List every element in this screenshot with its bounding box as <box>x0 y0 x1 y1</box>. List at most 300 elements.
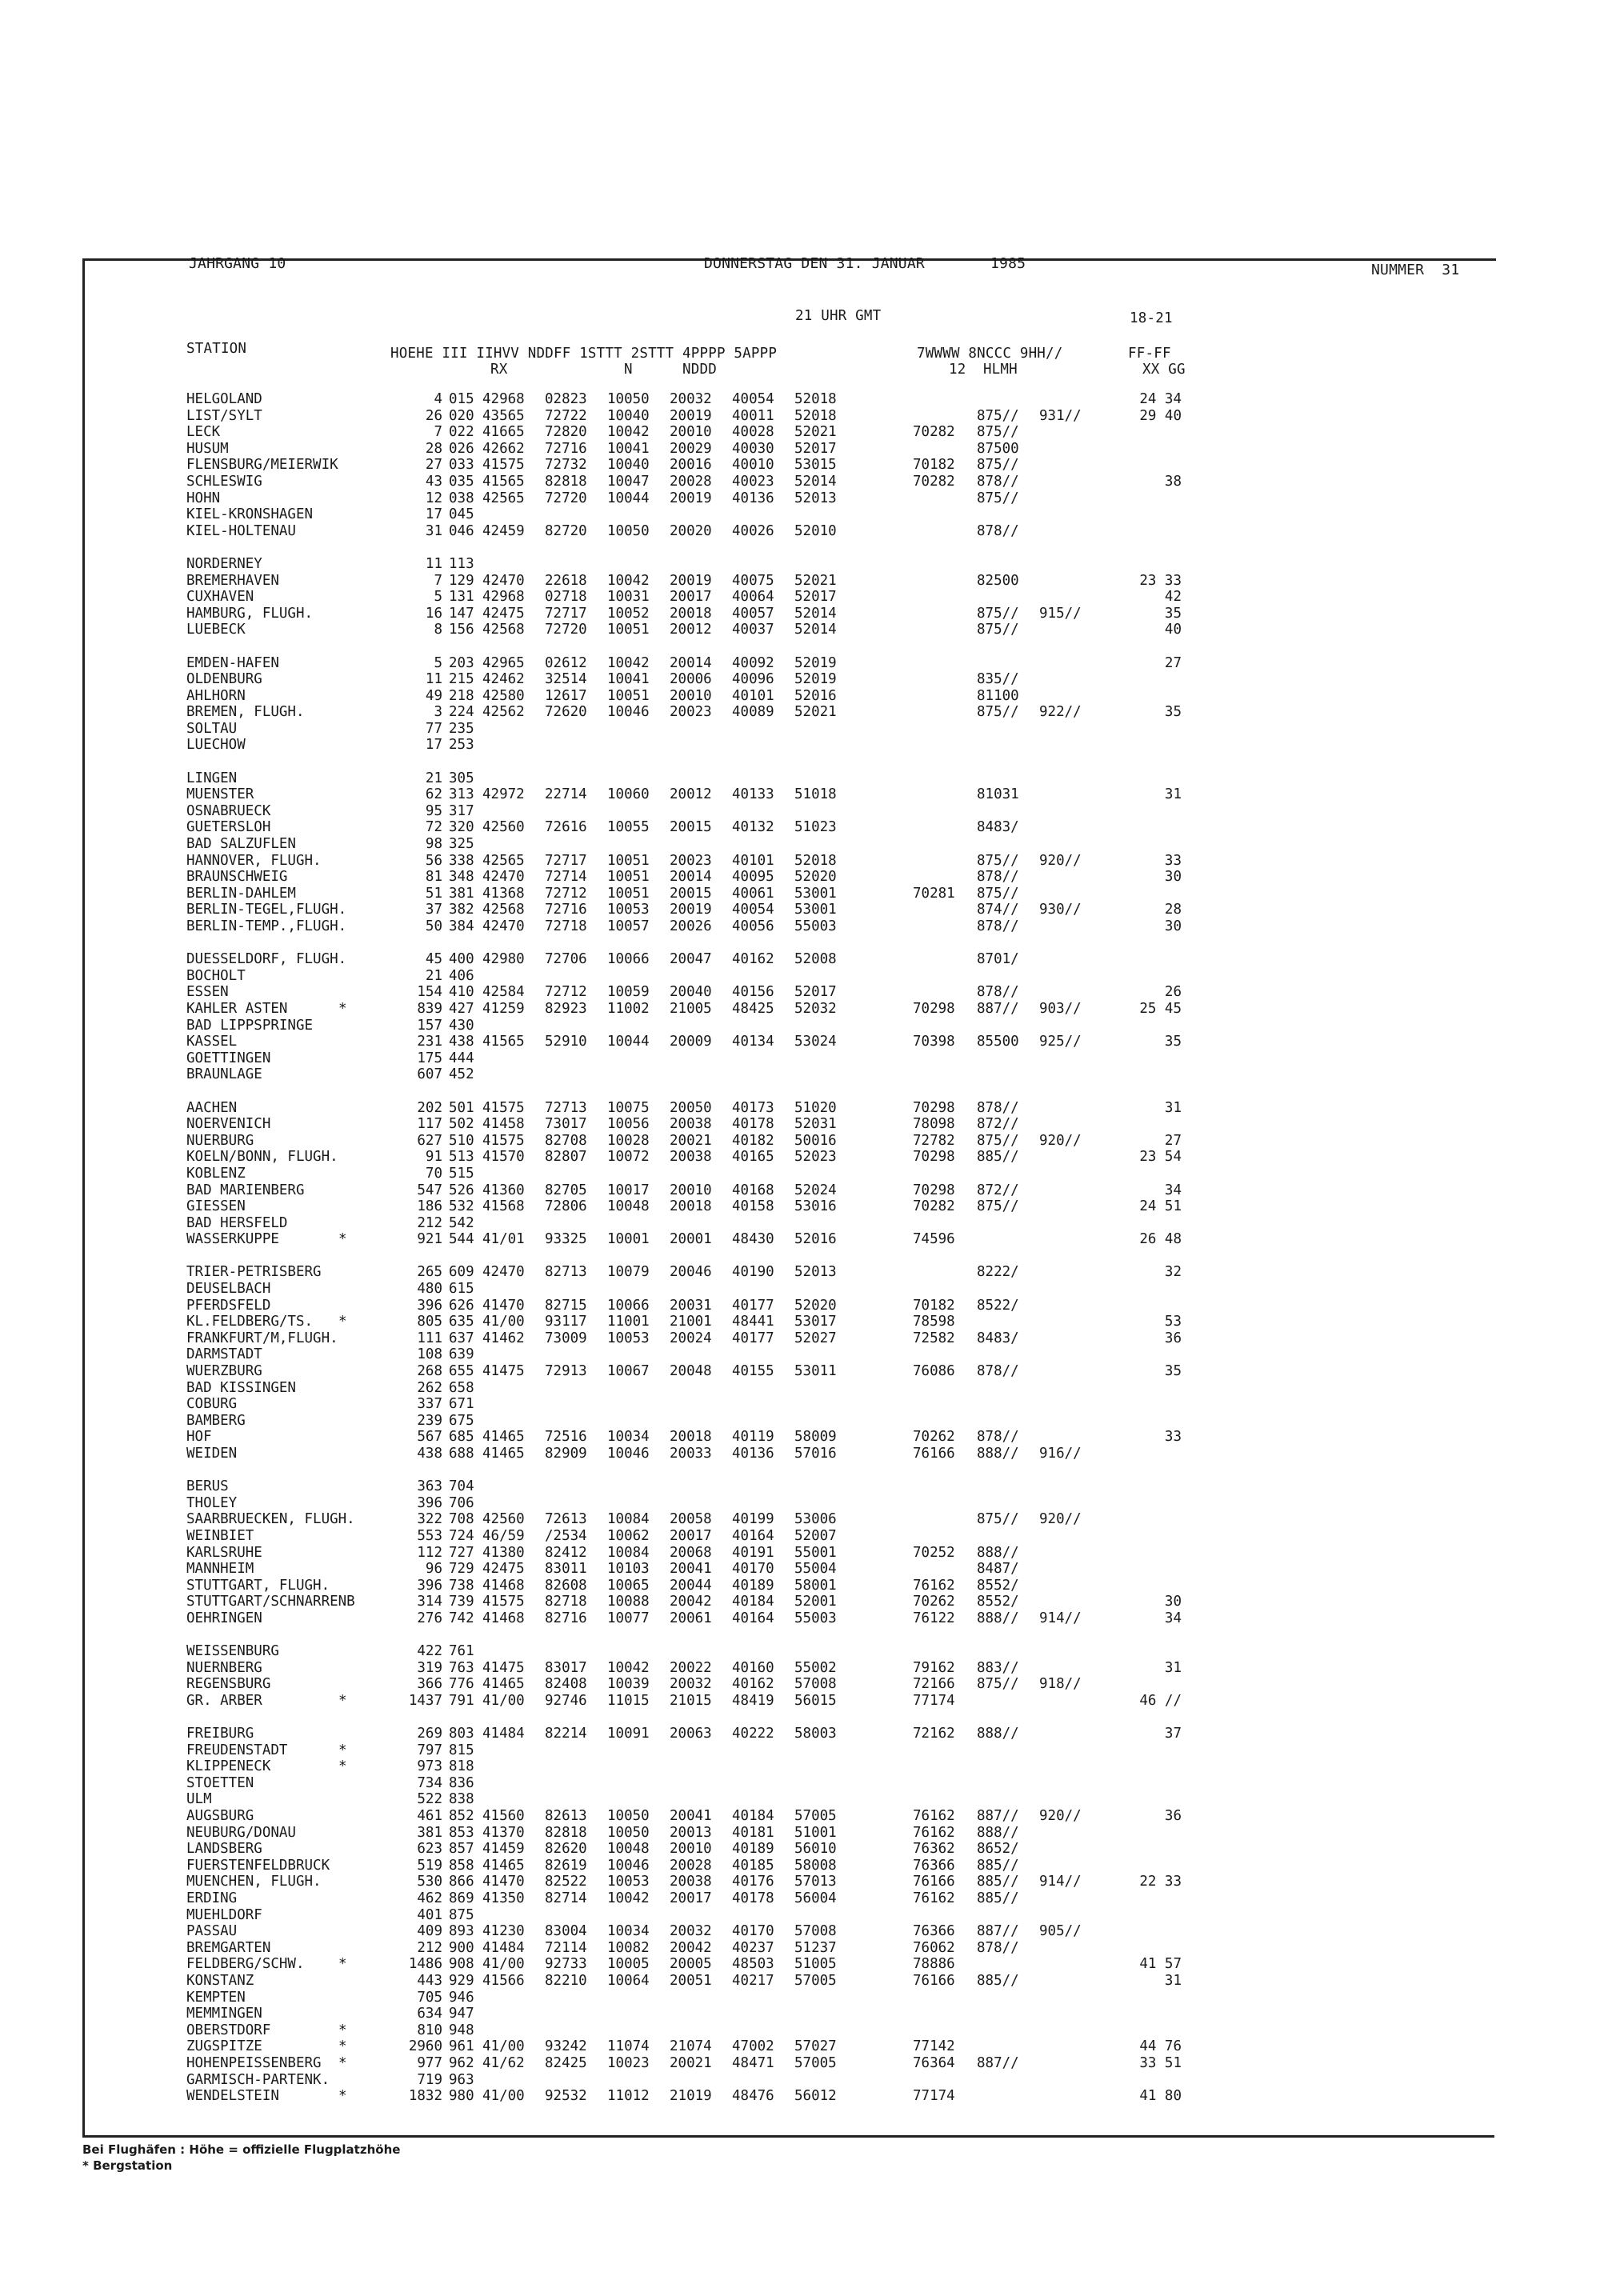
station-height: 4 <box>434 391 442 407</box>
group-4pppp: 40177 <box>732 1330 774 1346</box>
group-8nccc: 878// <box>977 918 1019 934</box>
group-4pppp: 40178 <box>732 1116 774 1133</box>
group-9hh: 922// <box>1039 704 1082 721</box>
station-name: LUECHOW <box>186 737 246 754</box>
station-id: 156 <box>449 622 474 638</box>
group-1sttt: 10047 <box>607 473 650 490</box>
station-height: 56 <box>425 852 442 869</box>
station-height: 396 <box>417 1577 442 1594</box>
group-8nccc: 887// <box>977 1000 1019 1017</box>
station-name: BAD HERSFELD <box>186 1214 288 1231</box>
group-2sttt: 20015 <box>670 819 712 836</box>
group-iihvv: 41370 <box>482 1824 525 1841</box>
station-id: 742 <box>449 1610 474 1626</box>
station-id: 704 <box>449 1478 474 1495</box>
group-7wwww: 72162 <box>913 1726 955 1742</box>
group-5appp: 53015 <box>794 457 837 474</box>
group-iihvv: 42470 <box>482 572 525 589</box>
station-name: MUENCHEN, FLUGH. <box>186 1874 322 1890</box>
group-2sttt: 20019 <box>670 490 712 506</box>
station-id: 946 <box>449 1989 474 2006</box>
group-1sttt: 10042 <box>607 1659 650 1676</box>
station-height: 422 <box>417 1643 442 1660</box>
group-1sttt: 10053 <box>607 902 650 918</box>
station-name: ZUGSPITZE <box>186 2038 262 2055</box>
group-7wwww: 70298 <box>913 1099 955 1116</box>
group-4pppp: 40237 <box>732 1939 774 1956</box>
group-5appp: 58009 <box>794 1429 837 1446</box>
group-2sttt: 21005 <box>670 1000 712 1017</box>
group-4pppp: 40164 <box>732 1527 774 1544</box>
group-2sttt: 20048 <box>670 1363 712 1380</box>
group-nddff: 93242 <box>545 2038 587 2055</box>
group-nddff: 82214 <box>545 1726 587 1742</box>
group-iihvv: 41470 <box>482 1874 525 1890</box>
station-id: 963 <box>449 2071 474 2088</box>
group-1sttt: 10072 <box>607 1149 650 1166</box>
station-height: 322 <box>417 1511 442 1528</box>
station-name: BAD KISSINGEN <box>186 1379 296 1396</box>
group-5appp: 52010 <box>794 522 837 539</box>
station-name: NEUBURG/DONAU <box>186 1824 296 1841</box>
group-2sttt: 20044 <box>670 1577 712 1594</box>
group-8nccc: 8483/ <box>977 819 1019 836</box>
group-1sttt: 10052 <box>607 605 650 622</box>
group-1sttt: 10017 <box>607 1182 650 1198</box>
group-8nccc: 888// <box>977 1726 1019 1742</box>
footnote-airports: Bei Flughäfen : Höhe = offizielle Flugplatzhöhe <box>82 2142 401 2157</box>
station-name: OEHRINGEN <box>186 1610 262 1626</box>
station-name: BAD MARIENBERG <box>186 1182 305 1198</box>
group-iihvv: 42972 <box>482 786 525 803</box>
station-name: BERLIN-DAHLEM <box>186 885 296 902</box>
group-9hh: 931// <box>1039 407 1082 424</box>
station-name: DUESSELDORF, FLUGH. <box>186 951 347 968</box>
station-id: 253 <box>449 737 474 754</box>
group-1sttt: 10041 <box>607 440 650 457</box>
station-height: 186 <box>417 1198 442 1215</box>
group-4pppp: 40136 <box>732 1446 774 1462</box>
group-5appp: 56012 <box>794 2088 837 2105</box>
group-4pppp: 48476 <box>732 2088 774 2105</box>
group-nddff: 72613 <box>545 1511 587 1528</box>
group-5appp: 57008 <box>794 1676 837 1693</box>
station-height: 409 <box>417 1923 442 1940</box>
group-2sttt: 20033 <box>670 1446 712 1462</box>
station-name: FRANKFURT/M,FLUGH. <box>186 1330 338 1346</box>
group-7wwww: 76086 <box>913 1363 955 1380</box>
group-2sttt: 20061 <box>670 1610 712 1626</box>
group-nddff: 72722 <box>545 407 587 424</box>
group-nddff: 82425 <box>545 2054 587 2071</box>
station-name: BERLIN-TEGEL,FLUGH. <box>186 902 347 918</box>
station-id: 866 <box>449 1874 474 1890</box>
group-5appp: 52024 <box>794 1182 837 1198</box>
station-height: 7 <box>434 572 442 589</box>
group-9hh: 916// <box>1039 1446 1082 1462</box>
group-1sttt: 10067 <box>607 1363 650 1380</box>
group-iihvv: 41570 <box>482 1149 525 1166</box>
group-nddff: 82522 <box>545 1874 587 1890</box>
station-id: 639 <box>449 1346 474 1363</box>
column-header-line1: HOEHE III IIHVV NDDFF 1STTT 2STTT 4PPPP 5APPP <box>390 346 778 362</box>
group-2sttt: 20050 <box>670 1099 712 1116</box>
group-8nccc: 878// <box>977 522 1019 539</box>
station-name: NORDERNEY <box>186 555 262 572</box>
group-4pppp: 48425 <box>732 1000 774 1017</box>
group-1sttt: 10066 <box>607 1297 650 1314</box>
station-id: 501 <box>449 1099 474 1116</box>
group-7wwww: 70282 <box>913 473 955 490</box>
group-8nccc: 875// <box>977 704 1019 721</box>
station-height: 21 <box>425 967 442 984</box>
mountain-marker: * <box>338 2054 347 2071</box>
station-height: 5 <box>434 654 442 671</box>
station-name: GARMISCH-PARTENK. <box>186 2071 330 2088</box>
group-1sttt: 10064 <box>607 1973 650 1989</box>
station-height: 553 <box>417 1527 442 1544</box>
station-id: 852 <box>449 1808 474 1825</box>
group-8nccc: 875// <box>977 852 1019 869</box>
station-height: 973 <box>417 1758 442 1775</box>
group-nddff: 82705 <box>545 1182 587 1198</box>
station-height: 212 <box>417 1214 442 1231</box>
group-4pppp: 40189 <box>732 1577 774 1594</box>
column-gg: XX GG <box>1142 362 1186 378</box>
group-nddff: 83011 <box>545 1561 587 1578</box>
station-id: 406 <box>449 967 474 984</box>
group-4pppp: 40054 <box>732 902 774 918</box>
station-height: 319 <box>417 1659 442 1676</box>
group-5appp: 52007 <box>794 1527 837 1544</box>
station-name: EMDEN-HAFEN <box>186 654 279 671</box>
group-4pppp: 40064 <box>732 589 774 606</box>
group-2sttt: 20058 <box>670 1511 712 1528</box>
group-2sttt: 21001 <box>670 1314 712 1330</box>
station-id: 129 <box>449 572 474 589</box>
group-iihvv: 41475 <box>482 1659 525 1676</box>
station-name: CUXHAVEN <box>186 589 254 606</box>
group-4pppp: 40023 <box>732 473 774 490</box>
group-1sttt: 10088 <box>607 1594 650 1610</box>
group-2sttt: 20010 <box>670 1841 712 1858</box>
station-name: LANDSBERG <box>186 1841 262 1858</box>
station-name: DARMSTADT <box>186 1346 262 1363</box>
group-2sttt: 20019 <box>670 902 712 918</box>
group-ffgg: 23 33 <box>1139 572 1182 589</box>
group-4pppp: 47002 <box>732 2038 774 2055</box>
group-5appp: 52027 <box>794 1330 837 1346</box>
group-7wwww: 76062 <box>913 1939 955 1956</box>
group-1sttt: 10059 <box>607 984 650 1001</box>
group-iihvv: 41350 <box>482 1890 525 1907</box>
station-height: 705 <box>417 1989 442 2006</box>
group-2sttt: 20017 <box>670 1890 712 1907</box>
group-1sttt: 10039 <box>607 1676 650 1693</box>
mountain-marker: * <box>338 1956 347 1973</box>
group-1sttt: 10051 <box>607 852 650 869</box>
station-name: SCHLESWIG <box>186 473 262 490</box>
station-id: 609 <box>449 1264 474 1281</box>
station-name: AHLHORN <box>186 687 246 704</box>
group-8nccc: 878// <box>977 473 1019 490</box>
group-4pppp: 40178 <box>732 1890 774 1907</box>
group-8nccc: 872// <box>977 1182 1019 1198</box>
group-5appp: 52032 <box>794 1000 837 1017</box>
group-nddff: 82620 <box>545 1841 587 1858</box>
group-iihvv: 41566 <box>482 1973 525 1989</box>
group-iihvv: 42965 <box>482 654 525 671</box>
group-4pppp: 40061 <box>732 885 774 902</box>
group-4pppp: 40170 <box>732 1561 774 1578</box>
group-8nccc: 874// <box>977 902 1019 918</box>
station-id: 763 <box>449 1659 474 1676</box>
group-5appp: 55002 <box>794 1659 837 1676</box>
group-2sttt: 21019 <box>670 2088 712 2105</box>
group-nddff: 22618 <box>545 572 587 589</box>
group-8nccc: 888// <box>977 1544 1019 1561</box>
station-height: 567 <box>417 1429 442 1446</box>
group-iihvv: 41468 <box>482 1610 525 1626</box>
group-iihvv: 42470 <box>482 918 525 934</box>
station-name: NUERBURG <box>186 1132 254 1149</box>
group-2sttt: 20012 <box>670 786 712 803</box>
group-2sttt: 20017 <box>670 589 712 606</box>
group-iihvv: 41565 <box>482 1034 525 1050</box>
group-8nccc: 875// <box>977 1676 1019 1693</box>
group-8nccc: 883// <box>977 1659 1019 1676</box>
group-5appp: 57005 <box>794 1973 837 1989</box>
group-nddff: 72718 <box>545 918 587 934</box>
group-4pppp: 40176 <box>732 1874 774 1890</box>
station-name: WENDELSTEIN <box>186 2088 279 2105</box>
group-nddff: /2534 <box>545 1527 587 1544</box>
station-height: 45 <box>425 951 442 968</box>
group-ffgg: 38 <box>1164 473 1182 490</box>
group-1sttt: 10028 <box>607 1132 650 1149</box>
group-1sttt: 10042 <box>607 1890 650 1907</box>
station-height: 62 <box>425 786 442 803</box>
group-iihvv: 42980 <box>482 951 525 968</box>
group-8nccc: 885// <box>977 1857 1019 1874</box>
station-height: 265 <box>417 1264 442 1281</box>
group-4pppp: 40037 <box>732 622 774 638</box>
group-2sttt: 20032 <box>670 1676 712 1693</box>
group-4pppp: 40136 <box>732 490 774 506</box>
group-nddff: 32514 <box>545 671 587 688</box>
station-name: KL.FELDBERG/TS. <box>186 1314 314 1330</box>
station-height: 72 <box>425 819 442 836</box>
station-id: 544 <box>449 1231 474 1248</box>
station-height: 522 <box>417 1791 442 1808</box>
group-2sttt: 21074 <box>670 2038 712 2055</box>
station-name: AUGSBURG <box>186 1808 254 1825</box>
group-4pppp: 40075 <box>732 572 774 589</box>
group-5appp: 52014 <box>794 473 837 490</box>
station-height: 268 <box>417 1363 442 1380</box>
group-nddff: 02823 <box>545 391 587 407</box>
group-iihvv: 42462 <box>482 671 525 688</box>
station-id: 147 <box>449 605 474 622</box>
group-7wwww: 70298 <box>913 1182 955 1198</box>
group-ffgg: 30 <box>1164 918 1182 934</box>
group-nddff: 82408 <box>545 1676 587 1693</box>
group-4pppp: 40134 <box>732 1034 774 1050</box>
station-height: 98 <box>425 836 442 853</box>
mountain-marker: * <box>338 1000 347 1017</box>
group-5appp: 57005 <box>794 2054 837 2071</box>
group-7wwww: 70262 <box>913 1594 955 1610</box>
station-name: THOLEY <box>186 1494 238 1511</box>
station-id: 338 <box>449 852 474 869</box>
station-name: FELDBERG/SCHW. <box>186 1956 305 1973</box>
group-9hh: 920// <box>1039 1511 1082 1528</box>
group-nddff: 72720 <box>545 490 587 506</box>
station-id: 438 <box>449 1034 474 1050</box>
group-5appp: 53011 <box>794 1363 837 1380</box>
group-8nccc: 875// <box>977 605 1019 622</box>
group-5appp: 52014 <box>794 605 837 622</box>
group-nddff: 82909 <box>545 1446 587 1462</box>
group-7wwww: 76166 <box>913 1874 955 1890</box>
station-name: ESSEN <box>186 984 229 1001</box>
group-iihvv: 41465 <box>482 1446 525 1462</box>
station-id: 724 <box>449 1527 474 1544</box>
group-nddff: 82412 <box>545 1544 587 1561</box>
station-height: 480 <box>417 1281 442 1298</box>
time-label: 21 UHR GMT <box>795 308 882 324</box>
group-iihvv: 41368 <box>482 885 525 902</box>
group-nddff: 82720 <box>545 522 587 539</box>
group-5appp: 52018 <box>794 407 837 424</box>
station-height: 1437 <box>408 1692 442 1709</box>
column-n: N <box>624 362 633 378</box>
station-name: HOHENPEISSENBERG <box>186 2054 322 2071</box>
station-name: BERUS <box>186 1478 229 1495</box>
group-ffgg: 34 <box>1164 1610 1182 1626</box>
group-iihvv: 41465 <box>482 1429 525 1446</box>
station-height: 443 <box>417 1973 442 1989</box>
station-height: 154 <box>417 984 442 1001</box>
group-8nccc: 875// <box>977 490 1019 506</box>
group-4pppp: 40217 <box>732 1973 774 1989</box>
group-1sttt: 10051 <box>607 869 650 886</box>
station-name: HELGOLAND <box>186 391 262 407</box>
station-id: 738 <box>449 1577 474 1594</box>
station-id: 038 <box>449 490 474 506</box>
station-height: 337 <box>417 1396 442 1413</box>
station-height: 607 <box>417 1066 442 1083</box>
group-4pppp: 40165 <box>732 1149 774 1166</box>
group-2sttt: 20038 <box>670 1116 712 1133</box>
group-1sttt: 10042 <box>607 572 650 589</box>
station-id: 962 <box>449 2054 474 2071</box>
group-2sttt: 21015 <box>670 1692 712 1709</box>
station-height: 1832 <box>408 2088 442 2105</box>
station-name: FREUDENSTADT <box>186 1742 288 1758</box>
mountain-marker: * <box>338 1692 347 1709</box>
column-header-groups: 7WWWW 8NCCC 9HH// <box>917 346 1063 362</box>
group-nddff: 82718 <box>545 1594 587 1610</box>
station-name: PASSAU <box>186 1923 238 1940</box>
group-5appp: 52020 <box>794 1297 837 1314</box>
mountain-marker: * <box>338 1742 347 1758</box>
station-height: 49 <box>425 687 442 704</box>
group-7wwww: 70182 <box>913 457 955 474</box>
group-1sttt: 10062 <box>607 1527 650 1544</box>
group-5appp: 52017 <box>794 440 837 457</box>
group-iihvv: 41575 <box>482 1132 525 1149</box>
station-height: 547 <box>417 1182 442 1198</box>
station-id: 526 <box>449 1182 474 1198</box>
station-name: ULM <box>186 1791 212 1808</box>
group-iihvv: 42968 <box>482 391 525 407</box>
group-7wwww: 72166 <box>913 1676 955 1693</box>
group-4pppp: 40132 <box>732 819 774 836</box>
group-8nccc: 878// <box>977 984 1019 1001</box>
group-4pppp: 40164 <box>732 1610 774 1626</box>
group-8nccc: 885// <box>977 1149 1019 1166</box>
group-5appp: 53006 <box>794 1511 837 1528</box>
year-number: 1985 <box>990 255 1026 272</box>
group-8nccc: 875// <box>977 1198 1019 1215</box>
group-4pppp: 40096 <box>732 671 774 688</box>
group-5appp: 51001 <box>794 1824 837 1841</box>
station-name: LUEBECK <box>186 622 246 638</box>
group-2sttt: 20051 <box>670 1973 712 1989</box>
group-7wwww: 76162 <box>913 1890 955 1907</box>
group-4pppp: 40011 <box>732 407 774 424</box>
station-height: 634 <box>417 2006 442 2022</box>
group-iihvv: 41380 <box>482 1544 525 1561</box>
station-id: 980 <box>449 2088 474 2105</box>
time-range: 18-21 <box>1130 310 1173 326</box>
station-name: KONSTANZ <box>186 1973 254 1989</box>
station-id: 320 <box>449 819 474 836</box>
group-nddff: 72717 <box>545 605 587 622</box>
group-2sttt: 20015 <box>670 885 712 902</box>
group-nddff: 72913 <box>545 1363 587 1380</box>
group-nddff: 82923 <box>545 1000 587 1017</box>
group-2sttt: 20001 <box>670 1231 712 1248</box>
station-height: 11 <box>425 671 442 688</box>
group-8nccc: 888// <box>977 1610 1019 1626</box>
station-height: 7 <box>434 424 442 441</box>
station-id: 325 <box>449 836 474 853</box>
group-1sttt: 11074 <box>607 2038 650 2055</box>
station-id: 637 <box>449 1330 474 1346</box>
group-nddff: 72716 <box>545 902 587 918</box>
group-4pppp: 40162 <box>732 1676 774 1693</box>
group-8nccc: 875// <box>977 885 1019 902</box>
column-ff: FF-FF <box>1128 346 1171 362</box>
group-ffgg: 30 <box>1164 869 1182 886</box>
station-height: 117 <box>417 1116 442 1133</box>
group-5appp: 53016 <box>794 1198 837 1215</box>
station-name: STUTTGART/SCHNARRENB <box>186 1594 355 1610</box>
group-1sttt: 10075 <box>607 1099 650 1116</box>
group-iihvv: 42459 <box>482 522 525 539</box>
station-id: 708 <box>449 1511 474 1528</box>
group-iihvv: 42568 <box>482 902 525 918</box>
group-5appp: 52021 <box>794 572 837 589</box>
group-4pppp: 40199 <box>732 1511 774 1528</box>
station-height: 719 <box>417 2071 442 2088</box>
station-height: 239 <box>417 1412 442 1429</box>
group-ffgg: 37 <box>1164 1726 1182 1742</box>
station-id: 857 <box>449 1841 474 1858</box>
group-5appp: 52001 <box>794 1594 837 1610</box>
